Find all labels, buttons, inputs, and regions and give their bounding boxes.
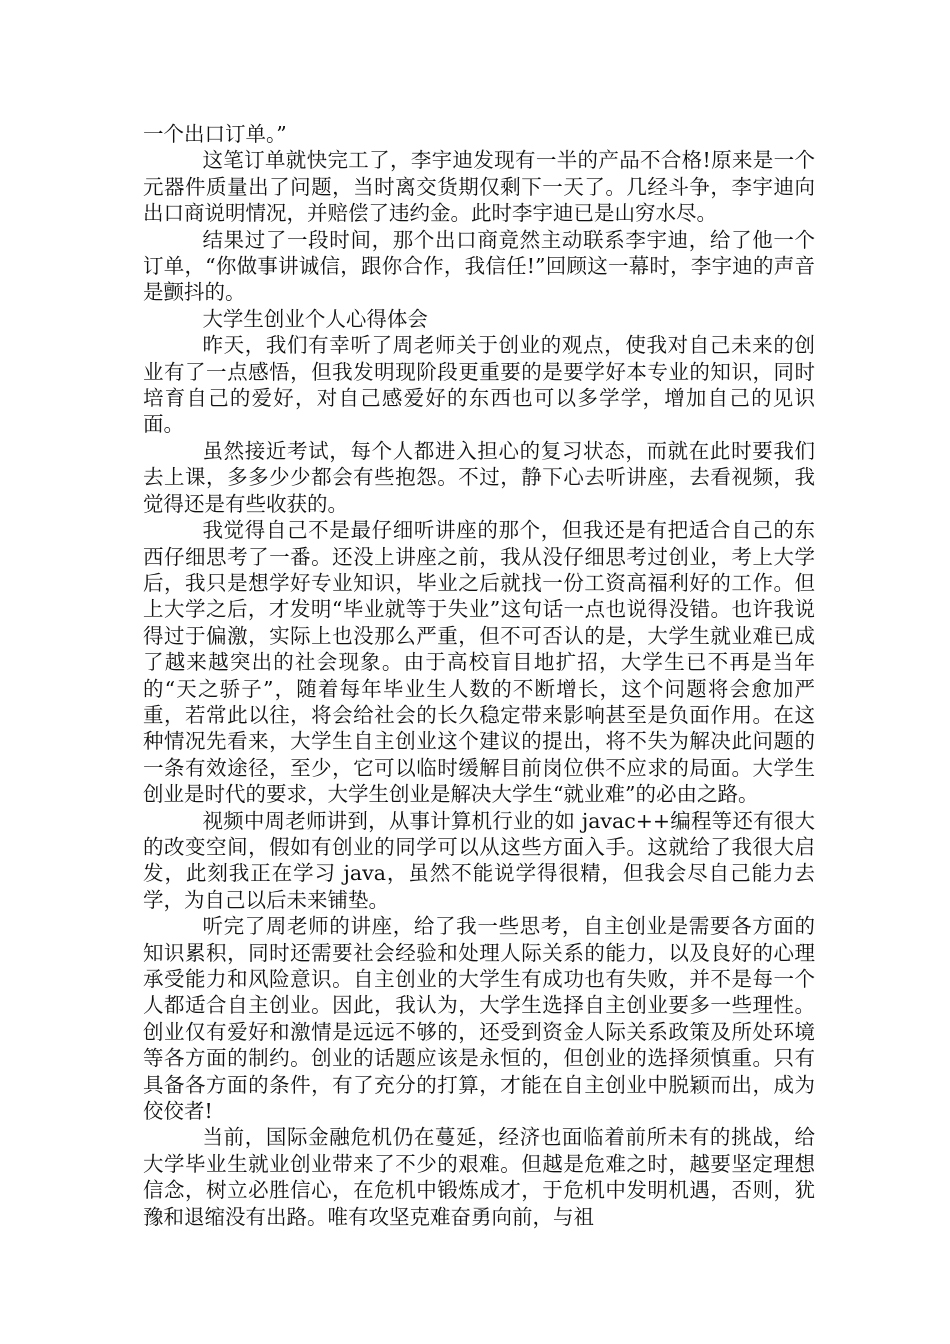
paragraph-new-order: 结果过了一段时间，那个出口商竟然主动联系李宇迪，给了他一个订单，“你做事讲诚信，跟你合作，我信任!”回顾这一幕时，李宇迪的声音是颤抖的。 xyxy=(143,227,815,305)
paragraph-lecture-intro: 昨天，我们有幸听了周老师关于创业的观点，使我对自己未来的创业有了一点感悟，但我发明现阶段更重要的是要学好本专业的知识，同时培育自己的爱好，对自己感爱好的东西也可以多学学，增加自己的见识面。 xyxy=(143,333,815,437)
paragraph-programming-advice: 视频中周老师讲到，从事计算机行业的如 javac++编程等还有很大的改变空间，假如有创业的同学可以从这些方面入手。这就给了我很大启发，此刻我正在学习 java，虽然不能说学得很精，但我会尽自己能力去学，为自己以后未来铺垫。 xyxy=(143,808,815,912)
paragraph-order-ending: 一个出口订单。” xyxy=(143,122,287,146)
paragraph-exam-period: 虽然接近考试，每个人都进入担心的复习状态，而就在此时要我们去上课，多多少少都会有些抱怨。不过，静下心去听讲座，去看视频，我觉得还是有些收获的。 xyxy=(143,438,815,516)
document-body xyxy=(143,121,815,1230)
paragraph-employment-reflection: 我觉得自己不是最仔细听讲座的那个，但我还是有把适合自己的东西仔细思考了一番。还没上讲座之前，我从没仔细思考过创业，考上大学后，我只是想学好专业知识，毕业之后就找一份工资高福利好的工作。但上大学之后，才发明“毕业就等于失业”这句话一点也说得没错。也许我说得过于偏激，实际上也没那么严重，但不可否认的是，大学生就业难已成了越来越突出的社会现象。由于高校盲目地扩招，大学生已不再是当年的“天之骄子”，随着每年毕业生人数的不断增长，这个问题将会愈加严重，若常此以往，将会给社会的长久稳定带来影响甚至是负面作用。在这种情况先看来，大学生自主创业这个建议的提出，将不失为解决此问题的一条有效途径，至少，它可以临时缓解目前岗位供不应求的局面。大学生创业是时代的要求，大学生创业是解决大学生“就业难”的必由之路。 xyxy=(143,518,815,807)
section-heading: 大学生创业个人心得体会 xyxy=(202,306,428,331)
paragraph-financial-crisis: 当前，国际金融危机仍在蔓延，经济也面临着前所未有的挑战，给大学毕业生就业创业带来了不少的艰难。但越是危难之时，越要坚定理想信念，树立必胜信心，在危机中锻炼成才，于危机中发明机遇，否则，犹豫和退缩没有出路。唯有攻坚克难奋勇向前，与祖 xyxy=(143,1125,815,1229)
paragraph-entrepreneurship-thoughts: 听完了周老师的讲座，给了我一些思考，自主创业是需要各方面的知识累积，同时还需要社会经验和处理人际关系的能力，以及良好的心理承受能力和风险意识。自主创业的大学生有成功也有失败，并不是每一个人都适合自主创业。因此，我认为，大学生选择自主创业要多一些理性。创业仅有爱好和激情是远远不够的，还受到资金人际关系政策及所处环境等各方面的制约。创业的话题应该是永恒的，但创业的选择须慎重。只有具备各方面的条件，有了充分的打算，才能在自主创业中脱颖而出，成为佼佼者! xyxy=(143,914,815,1124)
paragraph-defective-products: 这笔订单就快完工了，李宇迪发现有一半的产品不合格!原来是一个元器件质量出了问题，当时离交货期仅剩下一天了。几经斗争，李宇迪向出口商说明情况，并赔偿了违约金。此时李宇迪已是山穷水尽。 xyxy=(143,148,815,226)
